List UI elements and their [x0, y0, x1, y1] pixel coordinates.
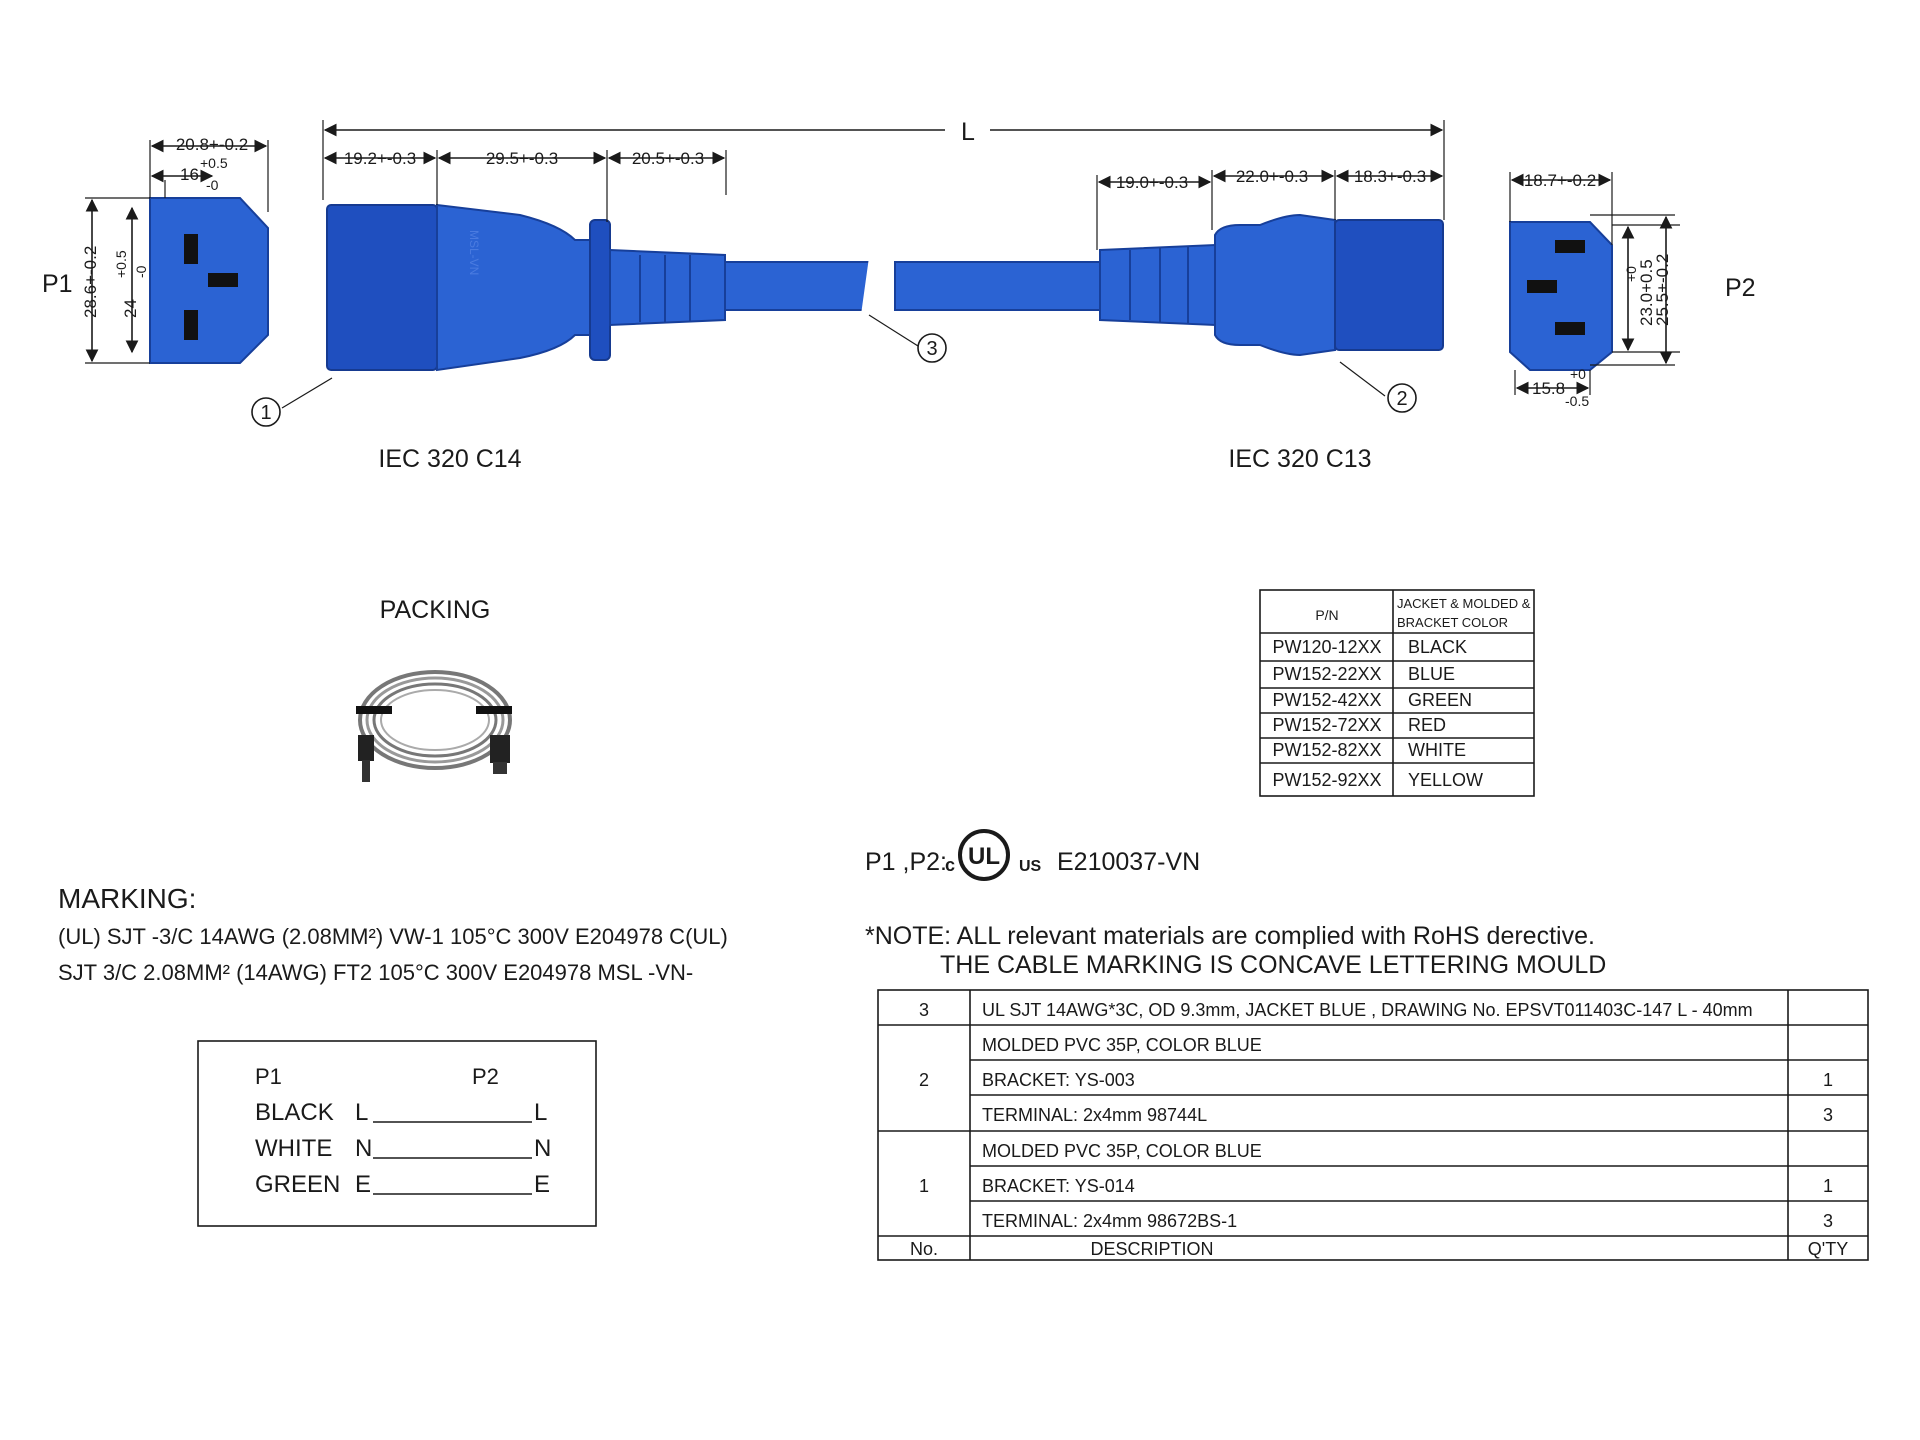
- c13-strain-relief: [1100, 245, 1215, 325]
- marking-line-1: (UL) SJT -3/C 14AWG (2.08MM²) VW-1 105°C 300V E204978 C(UL): [58, 924, 728, 949]
- bom-no: 2: [918, 1070, 930, 1090]
- wire-p2-end: E: [534, 1171, 551, 1198]
- c14-dim-1: 19.2+-0.3: [343, 149, 417, 168]
- bom-description: MOLDED PVC 35P, COLOR BLUE: [982, 1035, 1262, 1055]
- bom-qty: 1: [1822, 1070, 1834, 1090]
- cert-c: c: [945, 855, 956, 875]
- p2-front-view: [1510, 171, 1756, 409]
- color-table-header-pn: P/N: [1315, 607, 1339, 623]
- cable: [725, 250, 1100, 362]
- svg-text:MSL-VN: MSL-VN: [467, 230, 481, 276]
- c13-connector-side-view: [1097, 167, 1443, 473]
- pin-bottom: [184, 310, 198, 340]
- p2-inner-height-dim: 23.0+0.5: [1637, 259, 1656, 326]
- p1-inner-tol-plus: +0.5: [200, 155, 228, 171]
- wire-color: GREEN: [255, 1171, 341, 1198]
- bom-description: TERMINAL: 2x4mm 98744L: [982, 1105, 1208, 1125]
- coiled-cable-illustration: [356, 672, 512, 782]
- bom-description: BRACKET: YS-014: [982, 1176, 1135, 1196]
- socket-middle: [1527, 280, 1557, 293]
- wire-p1-end: N: [355, 1135, 373, 1162]
- cable-left-segment: [725, 262, 875, 310]
- color-table-pn: PW152-72XX: [1272, 715, 1382, 735]
- length-label: L: [961, 118, 975, 146]
- marking-line-2: SJT 3/C 2.08MM² (14AWG) FT2 105°C 300V E204978 MSL -VN-: [58, 960, 694, 985]
- bom-description: TERMINAL: 2x4mm 98672BS-1: [982, 1211, 1238, 1231]
- pin-top: [184, 234, 198, 264]
- certification-line: [865, 831, 1200, 879]
- p1-label: P1: [42, 270, 73, 298]
- bom-no: 3: [918, 1000, 930, 1020]
- bom-no: 1: [918, 1176, 930, 1196]
- p2-height-dim: 25.5+-0.2: [1653, 253, 1672, 326]
- note-line-1: *NOTE: ALL relevant materials are complied with RoHS derective.: [865, 922, 1595, 950]
- color-table-header-color-1: JACKET & MOLDED &: [1397, 596, 1531, 611]
- bom-footer-desc: DESCRIPTION: [1090, 1239, 1214, 1259]
- wire-p2-end: N: [534, 1135, 552, 1162]
- color-table-color: GREEN: [1408, 690, 1473, 710]
- color-table: [1260, 590, 1534, 796]
- p2-bottom-tol-plus: +0: [1570, 366, 1586, 382]
- socket-bottom: [1555, 322, 1585, 335]
- color-table-header-color-2: BRACKET COLOR: [1397, 615, 1509, 630]
- bom-description: BRACKET: YS-003: [982, 1070, 1135, 1090]
- color-table-pn: PW152-22XX: [1272, 664, 1382, 684]
- pin-middle: [208, 273, 238, 287]
- cert-us: US: [1019, 858, 1042, 875]
- note-section: [865, 922, 1606, 979]
- color-table-color: WHITE: [1408, 740, 1466, 760]
- color-table-pn: PW152-42XX: [1272, 690, 1382, 710]
- bom-qty: 1: [1822, 1176, 1834, 1196]
- wiring-p2: P2: [472, 1064, 499, 1089]
- color-table-color: RED: [1408, 715, 1447, 735]
- color-table-pn: PW152-92XX: [1272, 770, 1382, 790]
- cert-prefix: P1 ,P2:: [865, 848, 947, 876]
- wire-p1-end: E: [355, 1171, 372, 1198]
- p1-inner-h-tol-minus: -0: [133, 265, 149, 278]
- marking-title: MARKING:: [58, 883, 197, 914]
- c13-dim-1: 19.0+-0.3: [1115, 173, 1189, 192]
- wire-color: WHITE: [255, 1135, 333, 1162]
- wiring-p1: P1: [255, 1064, 282, 1089]
- bom-qty: 3: [1822, 1105, 1834, 1125]
- socket-top: [1555, 240, 1585, 253]
- p2-width-dim: 18.7+-0.2: [1523, 171, 1597, 190]
- c13-dim-2: 22.0+-0.3: [1235, 167, 1309, 186]
- c14-body: [327, 205, 437, 370]
- p2-bottom-dim: 15.8: [1532, 379, 1566, 398]
- bom-description: UL SJT 14AWG*3C, OD 9.3mm, JACKET BLUE , DRAWING No. EPSVT011403C-147 L - 40mm: [982, 1000, 1753, 1020]
- note-line-2: THE CABLE MARKING IS CONCAVE LETTERING MOULD: [940, 951, 1607, 979]
- p1-inner-h-tol-plus: +0.5: [113, 250, 129, 278]
- p2-inner-h-tol: +0: [1623, 266, 1639, 282]
- callout-2: 2: [1396, 388, 1408, 410]
- callout-3: 3: [926, 338, 938, 360]
- color-table-pn: PW120-12XX: [1272, 637, 1382, 657]
- p1-width-dim: 20.8+-0.2: [175, 135, 249, 154]
- color-table-color: BLACK: [1408, 637, 1468, 657]
- c14-molded-grip: [437, 205, 590, 370]
- p1-inner-height-dim: 24: [121, 299, 140, 318]
- cert-ul: UL: [968, 843, 1000, 870]
- packing-title: PACKING: [379, 596, 491, 624]
- p1-front-view: [42, 135, 268, 363]
- bom-description: MOLDED PVC 35P, COLOR BLUE: [982, 1141, 1262, 1161]
- p2-bottom-tol-minus: -0.5: [1565, 393, 1590, 409]
- wire-p1-end: L: [355, 1099, 369, 1126]
- marking-section: [58, 883, 728, 985]
- wiring-box: [198, 1041, 596, 1226]
- p1-inner-tol-minus: -0: [206, 177, 219, 193]
- bom-footer-no: No.: [909, 1239, 939, 1259]
- c14-dim-3: 20.5+-0.3: [631, 149, 705, 168]
- color-table-color: BLUE: [1408, 664, 1456, 684]
- bom-footer-qty: Q'TY: [1807, 1239, 1849, 1259]
- bom-table: [878, 990, 1868, 1260]
- cable-right-segment: [895, 262, 1100, 310]
- color-table-pn: PW152-82XX: [1272, 740, 1382, 760]
- p1-height-dim: 28.6+-0.2: [81, 245, 100, 318]
- c14-strain-relief: [610, 250, 725, 325]
- connector-right-label: IEC 320 C13: [1228, 445, 1372, 473]
- wire-p2-end: L: [534, 1099, 548, 1126]
- p2-label: P2: [1725, 274, 1756, 302]
- c13-body: [1335, 220, 1443, 350]
- c13-dim-3: 18.3+-0.3: [1353, 167, 1427, 186]
- connector-left-label: IEC 320 C14: [378, 445, 522, 473]
- bom-qty: 3: [1822, 1211, 1834, 1231]
- p1-inner-width-dim: 16: [180, 165, 199, 184]
- color-table-color: YELLOW: [1408, 770, 1484, 790]
- callout-1: 1: [260, 402, 272, 424]
- wire-color: BLACK: [255, 1099, 334, 1126]
- cert-number: E210037-VN: [1057, 848, 1201, 876]
- c13-molded-grip: [1215, 215, 1335, 355]
- c14-dim-2: 29.5+-0.3: [485, 149, 559, 168]
- c14-flange: [590, 220, 610, 360]
- packing-section: [356, 596, 512, 782]
